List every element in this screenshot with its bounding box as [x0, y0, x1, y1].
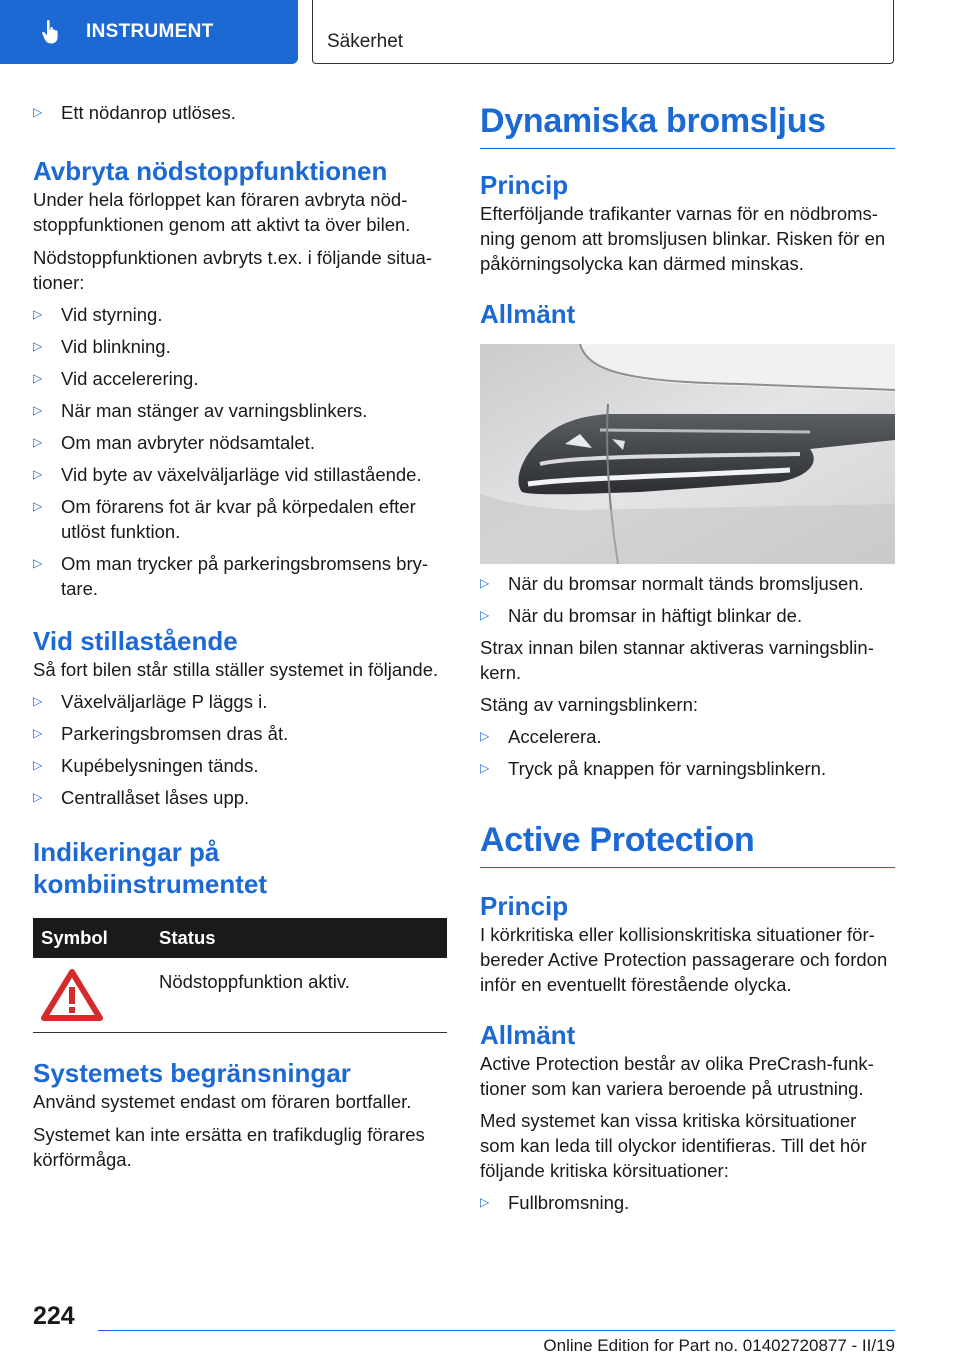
bullet-triangle-icon: ▷ — [33, 403, 43, 417]
bullet-triangle-icon: ▷ — [33, 435, 43, 449]
heading-princip-ap: Princip — [480, 891, 569, 921]
title-active-protection: Active Protection — [480, 819, 895, 868]
left-column — [33, 100, 447, 1172]
list-item: ▷ Kupébelysningen tänds. — [33, 755, 259, 776]
heading-avbryta: Avbryta nödstoppfunktionen — [33, 156, 388, 186]
bullet-triangle-icon: ▷ — [480, 608, 490, 622]
bullet-triangle-icon: ▷ — [33, 105, 43, 119]
heading-allmant-ap: Allmänt — [480, 1020, 576, 1050]
bullet-triangle-icon: ▷ — [33, 726, 43, 740]
page-header — [0, 0, 960, 66]
edition-note: Online Edition for Part no. 01402720877 - II/19 — [543, 1336, 895, 1355]
footer-divider — [98, 1330, 895, 1331]
title-dynamiska: Dynamiska bromsljus — [480, 100, 895, 149]
list-item: ▷ Fullbromsning. — [480, 1192, 630, 1213]
bullet-triangle-icon: ▷ — [480, 761, 490, 775]
paragraph: Strax innan bilen stannar aktiveras varningsblinkern. — [480, 637, 874, 683]
right-column — [480, 100, 895, 1215]
page-number: 224 — [33, 1302, 75, 1330]
list-item: ▷ Om man trycker på parkeringsbromsens brytare. — [33, 553, 429, 599]
list-item: ▷ Om förarens fot är kvar på körpedalen efter utlöst funktion. — [33, 496, 416, 542]
bullet-triangle-icon: ▷ — [33, 499, 43, 513]
bullet-triangle-icon: ▷ — [33, 467, 43, 481]
paragraph: Nödstoppfunktionen avbryts t.ex. i följande situationer: — [33, 247, 433, 293]
bullet-list-bromsljus — [480, 571, 895, 628]
list-item: ▷ Vid blinkning. — [33, 336, 171, 357]
bullet-list-avbryta — [33, 302, 447, 601]
bullet-triangle-icon: ▷ — [33, 758, 43, 772]
warning-triangle-icon — [40, 968, 104, 1022]
table-row: Nödstoppfunktion aktiv. — [33, 958, 447, 1033]
bullet-triangle-icon: ▷ — [480, 576, 490, 590]
list-item: ▷ När man stänger av varningsblinkers. — [33, 400, 368, 421]
section-tab[interactable] — [312, 0, 894, 64]
paragraph: Använd systemet endast om föraren bortfaller. — [33, 1091, 412, 1112]
bullet-triangle-icon: ▷ — [480, 1195, 490, 1209]
list-item: ▷ Tryck på knappen för varningsblinkern. — [480, 758, 827, 779]
paragraph: Under hela förloppet kan föraren avbryta nödstoppfunktionen genom att aktivt ta över bilen. — [33, 189, 411, 235]
paragraph: Systemet kan inte ersätta en trafikduglig förares körförmåga. — [33, 1124, 425, 1170]
paragraph: Stäng av varningsblinkern: — [480, 694, 699, 715]
bullet-list-varningsblinkern — [480, 724, 895, 781]
paragraph: Efterföljande trafikanter varnas för en nödbromsning genom att bromsljusen blinkar. Risken för en påkörningsolycka kan därmed minskas. — [480, 203, 886, 274]
list-item: ▷ När du bromsar normalt tänds bromsljusen. — [480, 573, 864, 594]
bullet-triangle-icon: ▷ — [33, 694, 43, 708]
heading-princip: Princip — [480, 170, 569, 200]
bullet-triangle-icon: ▷ — [33, 339, 43, 353]
bullet-triangle-icon: ▷ — [33, 371, 43, 385]
list-item: ▷ Accelerera. — [480, 726, 602, 747]
list-item: ▷ Ett nödanrop utlöses. — [33, 102, 236, 123]
list-item: ▷ Vid styrning. — [33, 304, 163, 325]
heading-stilla: Vid stillastående — [33, 626, 238, 656]
paragraph: Så fort bilen står stilla ställer systemet in följande. — [33, 659, 439, 680]
bullet-triangle-icon: ▷ — [33, 556, 43, 570]
pointing-hand-icon — [38, 18, 66, 46]
bullet-list-stilla — [33, 689, 447, 810]
list-item: ▷ När du bromsar in häftigt blinkar de. — [480, 605, 803, 626]
paragraph: Med systemet kan vissa kritiska körsituationer som kan leda till olyckor identifieras. Till det hör följande kritiska körsituationer: — [480, 1110, 867, 1181]
list-item: ▷ Om man avbryter nödsamtalet. — [33, 432, 315, 453]
bullet-triangle-icon: ▷ — [33, 307, 43, 321]
indicator-table — [33, 918, 447, 1033]
heading-indikeringar: Indikeringar på kombiinstrumentet — [33, 837, 268, 899]
bullet-triangle-icon: ▷ — [33, 790, 43, 804]
section-tab-label: Säkerhet — [327, 31, 404, 52]
bullet-triangle-icon: ▷ — [480, 729, 490, 743]
list-item: ▷ Vid accelerering. — [33, 368, 199, 389]
list-item: ▷ Parkeringsbromsen dras åt. — [33, 723, 289, 744]
bullet-list-ap — [480, 1190, 895, 1215]
list-item: ▷ Centrallåset låses upp. — [33, 787, 250, 808]
list-item: ▷ Växelväljarläge P läggs i. — [33, 691, 268, 712]
paragraph: Active Protection består av olika PreCrash-funktioner som kan variera beroende på utrustning. — [480, 1053, 874, 1099]
chapter-tab-label: INSTRUMENT — [86, 21, 214, 42]
car-tail-light-photo — [480, 344, 895, 564]
list-item: ▷ Vid byte av växelväljarläge vid stillastående. — [33, 464, 422, 485]
chapter-tab[interactable] — [0, 0, 298, 64]
heading-begransningar: Systemets begränsningar — [33, 1058, 351, 1088]
paragraph: I körkritiska eller kollisionskritiska situationer förbereder Active Protection passagerare och fordon inför en eventuellt förestående olycka. — [480, 924, 888, 995]
table-header: Symbol Status — [33, 918, 447, 958]
heading-allmant: Allmänt — [480, 299, 576, 329]
